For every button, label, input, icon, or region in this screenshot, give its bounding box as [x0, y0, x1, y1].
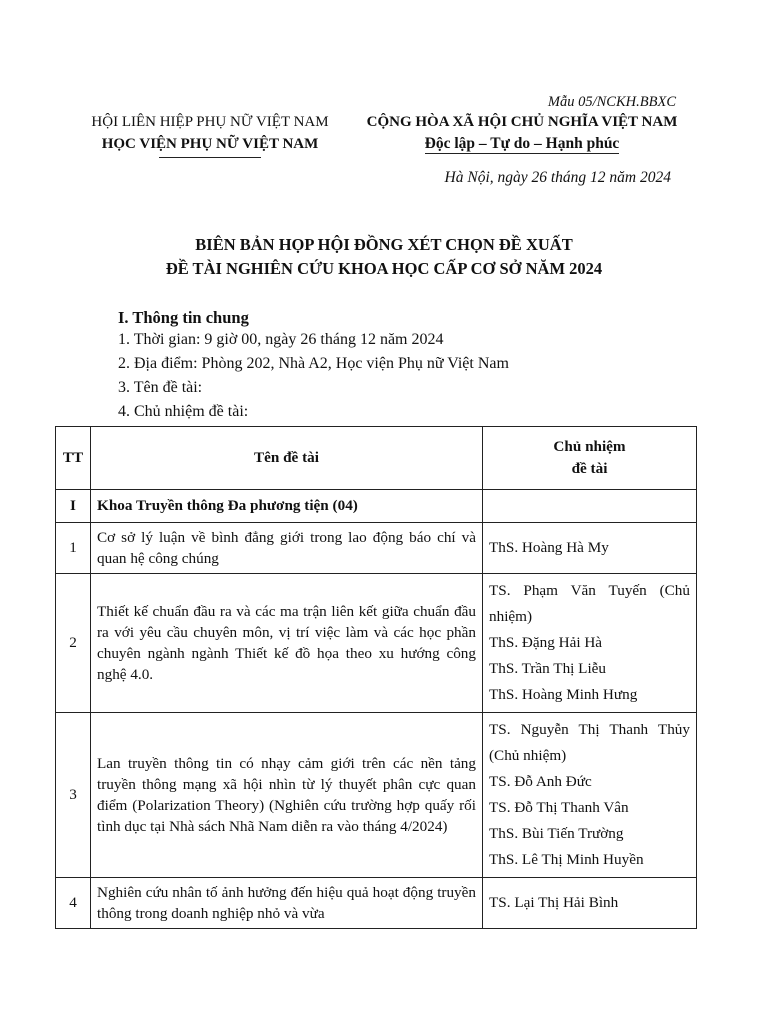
topics-table — [55, 426, 697, 929]
group-number: I — [56, 490, 91, 523]
row-number: 4 — [56, 878, 91, 929]
header-lead-line-2: đề tài — [571, 460, 608, 477]
document-title-line-1: BIÊN BẢN HỌP HỘI ĐỒNG XÉT CHỌN ĐỀ XUẤT — [195, 235, 573, 254]
section-heading: I. Thông tin chung — [118, 308, 249, 327]
national-heading-block — [352, 111, 692, 155]
lead-member: ThS. Bùi Tiến Trường — [489, 825, 624, 842]
lead-member: TS. Phạm Văn Tuyến (Chủ nhiệm) — [489, 582, 690, 625]
lead-member: ThS. Hoàng Hà My — [489, 539, 609, 556]
topic-leads — [483, 713, 697, 878]
place-date: Hà Nội, ngày 26 tháng 12 năm 2024 — [444, 169, 671, 186]
lead-member: TS. Nguyễn Thị Thanh Thủy (Chủ nhiệm) — [489, 721, 690, 764]
lead-member: TS. Lại Thị Hải Bình — [489, 894, 619, 911]
national-motto: Độc lập – Tự do – Hạnh phúc — [424, 135, 620, 152]
document-title-line-2: ĐỀ TÀI NGHIÊN CỨU KHOA HỌC CẤP CƠ SỞ NĂM 2024 — [165, 259, 603, 278]
organization-block — [60, 111, 360, 158]
topic-name: Thiết kế chuẩn đầu ra và các ma trận liên kết giữa chuẩn đầu ra với yêu cầu chuyên môn, vị trí việc làm và các học phần chuyên ngành ngành Thiết kế đồ họa theo xu hướng công nghệ 4.0. — [91, 574, 483, 713]
lead-member: ThS. Đặng Hải Hà — [489, 634, 603, 651]
lead-member: TS. Đỗ Anh Đức — [489, 773, 592, 790]
group-name: Khoa Truyền thông Đa phương tiện (04) — [91, 490, 483, 523]
topic-name: Cơ sở lý luận về bình đẳng giới trong lao động báo chí và quan hệ công chúng — [91, 523, 483, 574]
table-row — [56, 523, 697, 574]
table-row — [56, 878, 697, 929]
row-number: 1 — [56, 523, 91, 574]
parent-organization: HỘI LIÊN HIỆP PHỤ NỮ VIỆT NAM — [91, 114, 329, 130]
header-lead-line-1: Chủ nhiệm — [553, 438, 626, 455]
table-row — [56, 713, 697, 878]
topic-leads — [483, 878, 697, 929]
header-topic-name: Tên đề tài — [91, 427, 483, 490]
row-number: 3 — [56, 713, 91, 878]
topic-name: Nghiên cứu nhân tố ảnh hưởng đến hiệu quả hoạt động truyền thông trong doanh nghiệp nhỏ và vừa — [91, 878, 483, 929]
topic-name: Lan truyền thông tin có nhạy cảm giới trên các nền tảng truyền thông mạng xã hội nhìn từ lý thuyết phân cực quan điểm (Polarization Theory) (Nghiên cứu trường hợp quấy rối tình dục tại Nhà sách Nhã Nam diễn ra vào tháng 4/2024) — [91, 713, 483, 878]
info-topic-name: 3. Tên đề tài: — [118, 379, 203, 396]
header-topic-lead — [483, 427, 697, 490]
lead-member: ThS. Lê Thị Minh Huyền — [489, 851, 644, 868]
national-title: CỘNG HÒA XÃ HỘI CHỦ NGHĨA VIỆT NAM — [366, 114, 678, 130]
info-location: 2. Địa điểm: Phòng 202, Nhà A2, Học viện Phụ nữ Việt Nam — [118, 355, 509, 372]
lead-member: ThS. Hoàng Minh Hưng — [489, 686, 638, 703]
organization-underline — [159, 157, 261, 158]
table-header-row — [56, 427, 697, 490]
lead-member: TS. Đỗ Thị Thanh Vân — [489, 799, 629, 816]
organization-name: HỌC VIỆN PHỤ NỮ VIỆT NAM — [101, 136, 319, 152]
topic-leads — [483, 574, 697, 713]
info-topic-lead: 4. Chủ nhiệm đề tài: — [118, 403, 249, 420]
topic-leads — [483, 523, 697, 574]
table-row — [56, 574, 697, 713]
form-code: Mẫu 05/NCKH.BBXC — [547, 94, 676, 110]
group-empty-cell — [483, 490, 697, 523]
table-group-row — [56, 490, 697, 523]
lead-member: ThS. Trần Thị Liễu — [489, 660, 607, 677]
header-tt: TT — [56, 427, 91, 490]
info-time: 1. Thời gian: 9 giờ 00, ngày 26 tháng 12 năm 2024 — [118, 331, 444, 348]
row-number: 2 — [56, 574, 91, 713]
